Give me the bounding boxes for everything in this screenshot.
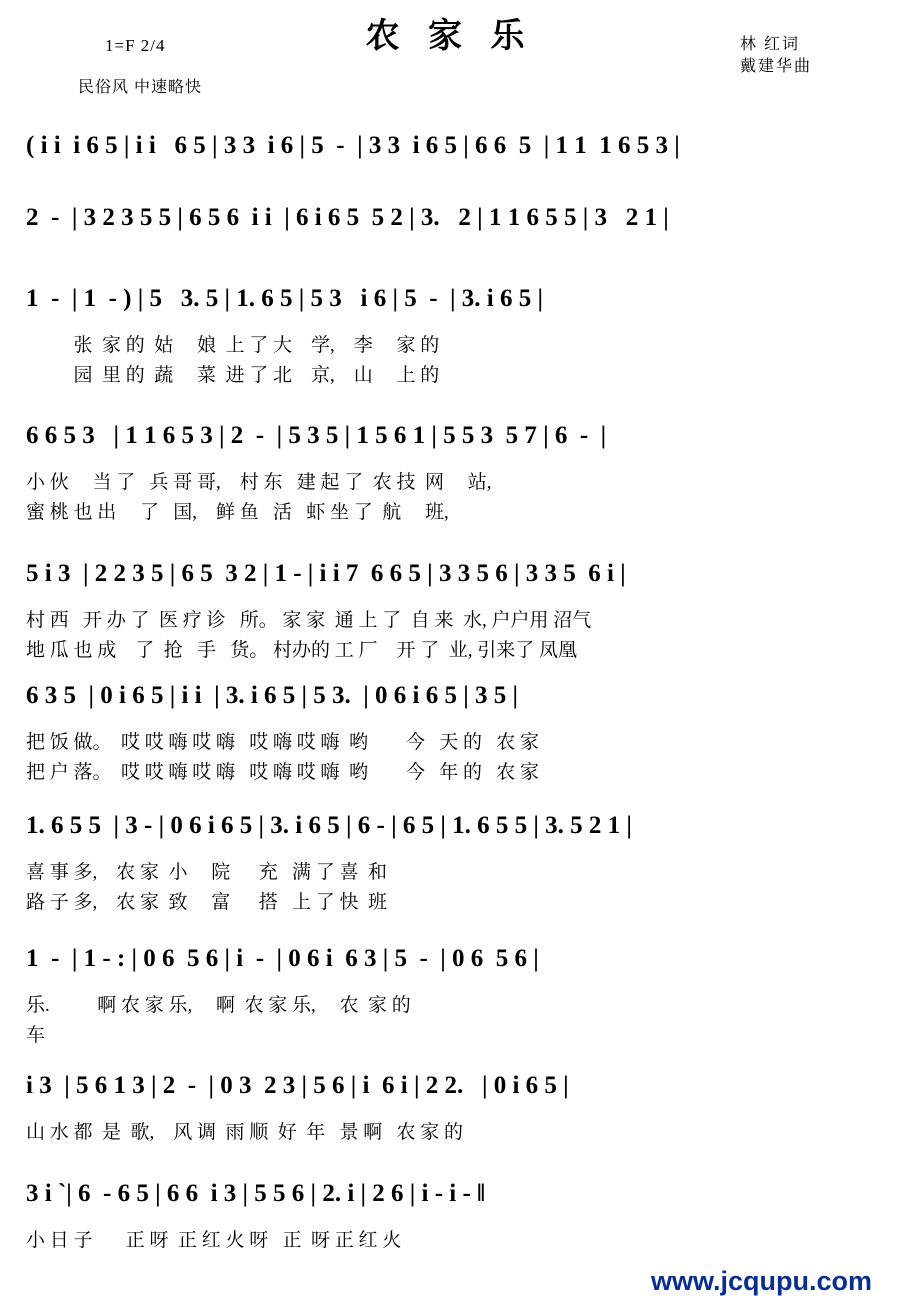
music-system-3 (0, 285, 900, 391)
lyricist-credit: 林 红词 (739, 36, 800, 53)
notation-line: 6 3 5 | 0 i 6 5 | i i | 3. i 6 5 | 5 3. | 0 6 i 6 5 | 3 5 | (26, 682, 519, 709)
lyric-line-verse2: 园 里 的 蔬 菜 进 了 北 京, 山 上 的 (26, 365, 440, 386)
music-system-7 (0, 812, 900, 918)
notation-line: 1. 6 5 5 | 3 - | 0 6 i 6 5 | 3. i 6 5 | 6 - | 6 5 | 1. 6 5 5 | 3. 5 2 1 | (26, 812, 632, 839)
music-system-6 (0, 682, 900, 788)
notation-line: i 3 | 5 6 1 3 | 2 - | 0 3 2 3 | 5 6 | i 6 i | 2 2. | 0 i 6 5 | (26, 1072, 569, 1099)
music-system-4 (0, 422, 900, 528)
notation-line: ( i i i 6 5 | i i 6 5 | 3 3 i 6 | 5 - | 3 3 i 6 5 | 6 6 5 | 1 1 1 6 5 3 | (26, 132, 680, 159)
lyric-line-verse1: 小 伙 当 了 兵 哥 哥, 村 东 建 起 了 农 技 网 站, (26, 472, 492, 493)
notation-line: 2 - | 3 2 3 5 5 | 6 5 6 i i | 6 i 6 5 5 2 | 3. 2 | 1 1 6 5 5 | 3 2 1 | (26, 204, 669, 231)
lyric-line-verse1: 喜 事 多, 农 家 小 院 充 满 了 喜 和 (26, 862, 388, 883)
music-system-10 (0, 1180, 900, 1256)
music-system-8 (0, 945, 900, 1051)
lyric-line-verse2: 车 (26, 1025, 46, 1046)
music-system-1 (0, 132, 900, 178)
notation-line: 1 - | 1 - ) | 5 3. 5 | 1. 6 5 | 5 3 i 6 | 5 - | 3. i 6 5 | (26, 285, 543, 312)
lyric-line-verse2: 路 子 多, 农 家 致 富 搭 上 了 快 班 (26, 892, 388, 913)
notation-line: 5 i 3 | 2 2 3 5 | 6 5 3 2 | 1 - | i i 7 6 6 5 | 3 3 5 6 | 3 3 5 6 i | (26, 560, 626, 587)
credits (740, 34, 812, 78)
site-watermark: www.jcqupu.com (650, 1266, 872, 1296)
lyric-line-verse2: 蜜 桃 也 出 了 国, 鲜 鱼 活 虾 坐 了 航 班, (26, 502, 449, 523)
lyric-line-verse1: 山 水 都 是 歌, 风 调 雨 顺 好 年 景 啊 农 家 的 (26, 1122, 464, 1143)
page-title: 农 家 乐 (365, 18, 535, 55)
lyric-line-verse2: 把 户 落。 哎 哎 嗨 哎 嗨 哎 嗨 哎 嗨 哟 今 年 的 农 家 (26, 762, 540, 783)
lyric-line-verse1: 村 西 开 办 了 医 疗 诊 所。 家 家 通 上 了 自 来 水, 户户用 沼气 (26, 610, 592, 631)
music-system-9 (0, 1072, 900, 1148)
notation-line: 6 6 5 3 | 1 1 6 5 3 | 2 - | 5 3 5 | 1 5 6 1 | 5 5 3 5 7 | 6 - | (26, 422, 607, 449)
music-system-2 (0, 204, 900, 250)
lyric-line-verse1: 张 家 的 姑 娘 上 了 大 学, 李 家 的 (26, 335, 440, 356)
notation-line: 1 - | 1 - : | 0 6 5 6 | i - | 0 6 i 6 3 | 5 - | 0 6 5 6 | (26, 945, 539, 972)
lyric-line-verse1: 乐. 啊 农 家 乐, 啊 农 家 乐, 农 家 的 (26, 995, 411, 1016)
style-tempo-note: 民俗风 中速略快 (78, 79, 203, 96)
key-and-time-signature: 1=F 2/4 (105, 36, 166, 55)
lyric-line-verse1: 小 日 子 正 呀 正 红 火 呀 正 呀 正 红 火 (26, 1230, 402, 1251)
lyric-line-verse2: 地 瓜 也 成 了 抢 手 货。 村办的 工 厂 开 了 业, 引来了 凤凰 (26, 640, 578, 661)
music-system-5 (0, 560, 900, 666)
notation-line: 3 i `| 6 - 6 5 | 6 6 i 3 | 5 5 6 | 2. i | 2 6 | i - i - ‖ (26, 1180, 486, 1207)
composer-credit: 戴建华曲 (739, 58, 812, 75)
lyric-line-verse1: 把 饭 做。 哎 哎 嗨 哎 嗨 哎 嗨 哎 嗨 哟 今 天 的 农 家 (26, 732, 540, 753)
